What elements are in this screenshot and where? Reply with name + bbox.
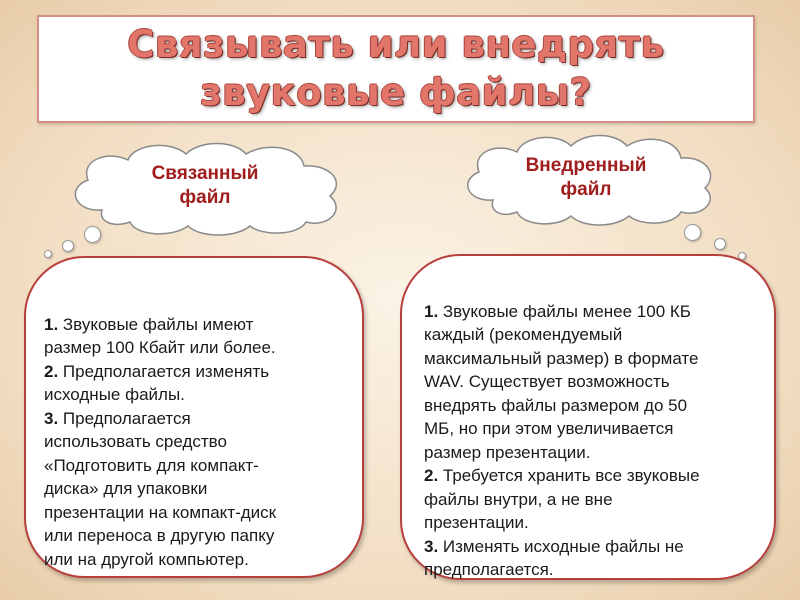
right-cloud-dot-large <box>684 224 701 241</box>
slide-title: Связывать или внедрять звуковые файлы? <box>127 23 665 114</box>
left-cloud <box>62 138 348 236</box>
left-item-3-num: 3. <box>44 408 59 428</box>
right-item-3-text: Изменять исходные файлы не предполагается. <box>424 536 684 579</box>
right-bubble-text <box>424 276 764 582</box>
right-item-3-num: 3. <box>424 536 439 556</box>
right-item-1-num: 1. <box>424 301 439 321</box>
left-item-3-text: Предполагается использовать средство «Подготовить для компакт- диска» для упаковки презентации на компакт-диск или переноса в другую папку или на другой компьютер. <box>44 408 277 569</box>
left-cloud-dot-medium <box>62 240 74 252</box>
left-item-1-num: 1. <box>44 314 59 334</box>
right-cloud <box>455 132 717 224</box>
left-bubble-text <box>44 289 344 571</box>
left-cloud-dot-small <box>44 250 52 258</box>
left-item-1-text: Звуковые файлы имеют размер 100 Кбайт или более. <box>44 314 276 357</box>
left-cloud-dot-large <box>84 226 101 243</box>
right-item-1-text: Звуковые файлы менее 100 КБ каждый (рекомендуемый максимальный размер) в формате WAV. Существует возможность внедрять файлы размером до 50 МБ, но при этом увеличивается размер презентации. <box>424 301 699 462</box>
left-item-2-text: Предполагается изменять исходные файлы. <box>44 361 270 404</box>
left-item-2-num: 2. <box>44 361 59 381</box>
right-item-2-text: Требуется хранить все звуковые файлы внутри, а не вне презентации. <box>424 466 700 532</box>
left-cloud-label: Связанный файл <box>151 163 259 208</box>
right-item-2-num: 2. <box>424 466 439 485</box>
right-cloud-dot-medium <box>714 238 726 250</box>
right-cloud-label: Внедренный файл <box>525 155 647 200</box>
title-box <box>37 15 755 123</box>
